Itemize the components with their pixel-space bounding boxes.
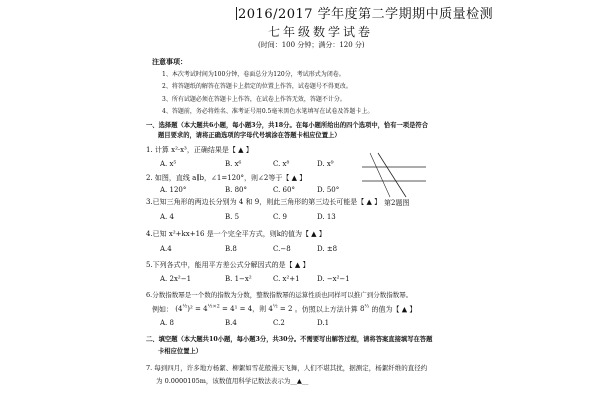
question-6-stem: 6.分数指数幂是一个数的指数为分数，整数指数幂的运算性质也同样可以推广到分数指数幂。 [146,291,413,299]
q3-option-b: B. 5 [225,213,240,221]
parallel-lines-figure [360,151,428,199]
section1-heading-cont: 题目要求的，请将正确选项的字母代号填涂在答题卡相应位置上） [158,132,341,139]
question-2-stem: 2. 如图，直线 a∥b，∠1=120°，则∠2等于【 ▲ 】 [146,174,307,182]
page-title [236,7,493,21]
q6-example-suffix: 的值为【 ▲ 】 [371,305,417,314]
question-7-line2: 为 0.0000105m，该数值用科学记数法表示为__▲__ [156,377,309,385]
q1-option-c: C. x⁸ [273,160,290,168]
q4-option-c: C.−8 [273,245,291,253]
section1-heading: 一、选择题（本大题共6小题，每小题3分，共18分。在每小题所给出的四个选项中，恰有一项是符合 [146,122,428,129]
q1-option-b: B. x⁶ [225,160,242,168]
q5-option-a: A. 2x²−1 [160,275,192,283]
q6-option-d: D.1 [317,319,330,327]
q2-option-c: C. 60° [273,186,295,194]
figure-caption: 第2题图 [384,199,410,207]
section2-heading: 二、填空题（本大题共10小题，每小题3分，共30分。不需要写出解答过程，请将答案直接填写在答题 [146,336,433,343]
note-item: 1、本次考试时间为100分钟，卷面总分为120分，考试形式为闭卷。 [162,71,345,78]
q2-option-d: D. 50° [317,186,340,194]
transversal-line [378,153,406,197]
q3-option-c: C. 9 [273,213,288,221]
section2-heading-cont: 卡相应位置上） [158,348,203,355]
q4-option-b: B.8 [225,245,237,253]
q4-option-d: D. ±8 [317,245,338,253]
q6-example-middle: 。仿照以上方法计算 [294,305,358,314]
transversal-line-2 [370,153,390,197]
q4-option-a: A.4 [160,245,172,253]
text-cursor [236,7,237,20]
q1-option-d: D. x⁹ [317,160,334,168]
note-item: 4、答题前，务必将姓名、准考证号用0.5毫米黑色水笔填写在试卷及答题卡上。 [162,108,374,115]
q2-option-b: B. 80° [225,186,248,194]
note-item: 2、将答题纸的解答在答题卡上指定的位置上作答，试卷题号不得更改。 [162,83,352,90]
q3-option-a: A. 4 [160,213,174,221]
question-4-stem: 4.已知 x²+kx+16 是一个完全平方式，则k的值为【 ▲ 】 [146,230,326,238]
question-6-example [152,305,416,313]
title-text: 2016/2017 学年度第二学期期中质量检测 [238,7,494,22]
q5-option-d: D. −x²−1 [317,275,350,283]
question-1-stem: 1. 计算 x²·x³，正确结果是【 ▲ 】 [146,146,253,154]
question-7-line1: 7. 每到四月，许多地方杨絮、柳絮如雪花般漫天飞舞，人们不堪其扰，据测定，杨絮纤维的直径约 [146,364,428,372]
page-subtitle: 七年级数学试卷 [268,25,374,39]
notes-heading: 注意事项： [152,57,187,66]
q6-example-formula: $(4^{\frac{1}{2}})^2 = 4^{\frac{1}{2}\times 2} = 4^1 = 4$，则 $4^{\frac{1}{2}} = 2$ [175,304,293,314]
q2-option-a: A. 120° [160,186,187,194]
question-5-stem: 5.下列各式中，能用平方差公式分解因式的是【 ▲ 】 [146,261,310,269]
exam-meta: (时间：100 分钟；满分：120 分) [258,41,365,49]
q5-option-c: C. x²+1 [273,275,300,283]
q6-option-a: A. 8 [160,319,174,327]
note-item: 3、所有试题必须在答题卡上作答，在试卷上作答无效，答题不计分。 [162,96,346,103]
q5-option-b: B. 1−x² [225,275,252,283]
q1-option-a: A. x⁵ [160,160,177,168]
question-3-stem: 3.已知三角形的两边长分别为 4 和 9，则此三角形的第三边长可能是【 ▲ 】 [146,198,382,206]
q6-example-prefix: 例如： [152,305,173,314]
q6-option-c: C.2 [273,319,285,327]
q6-option-b: B.4 [225,319,237,327]
q6-target-formula: $8^{\frac{1}{3}}$ [359,304,370,314]
q3-option-d: D. 13 [317,213,336,221]
